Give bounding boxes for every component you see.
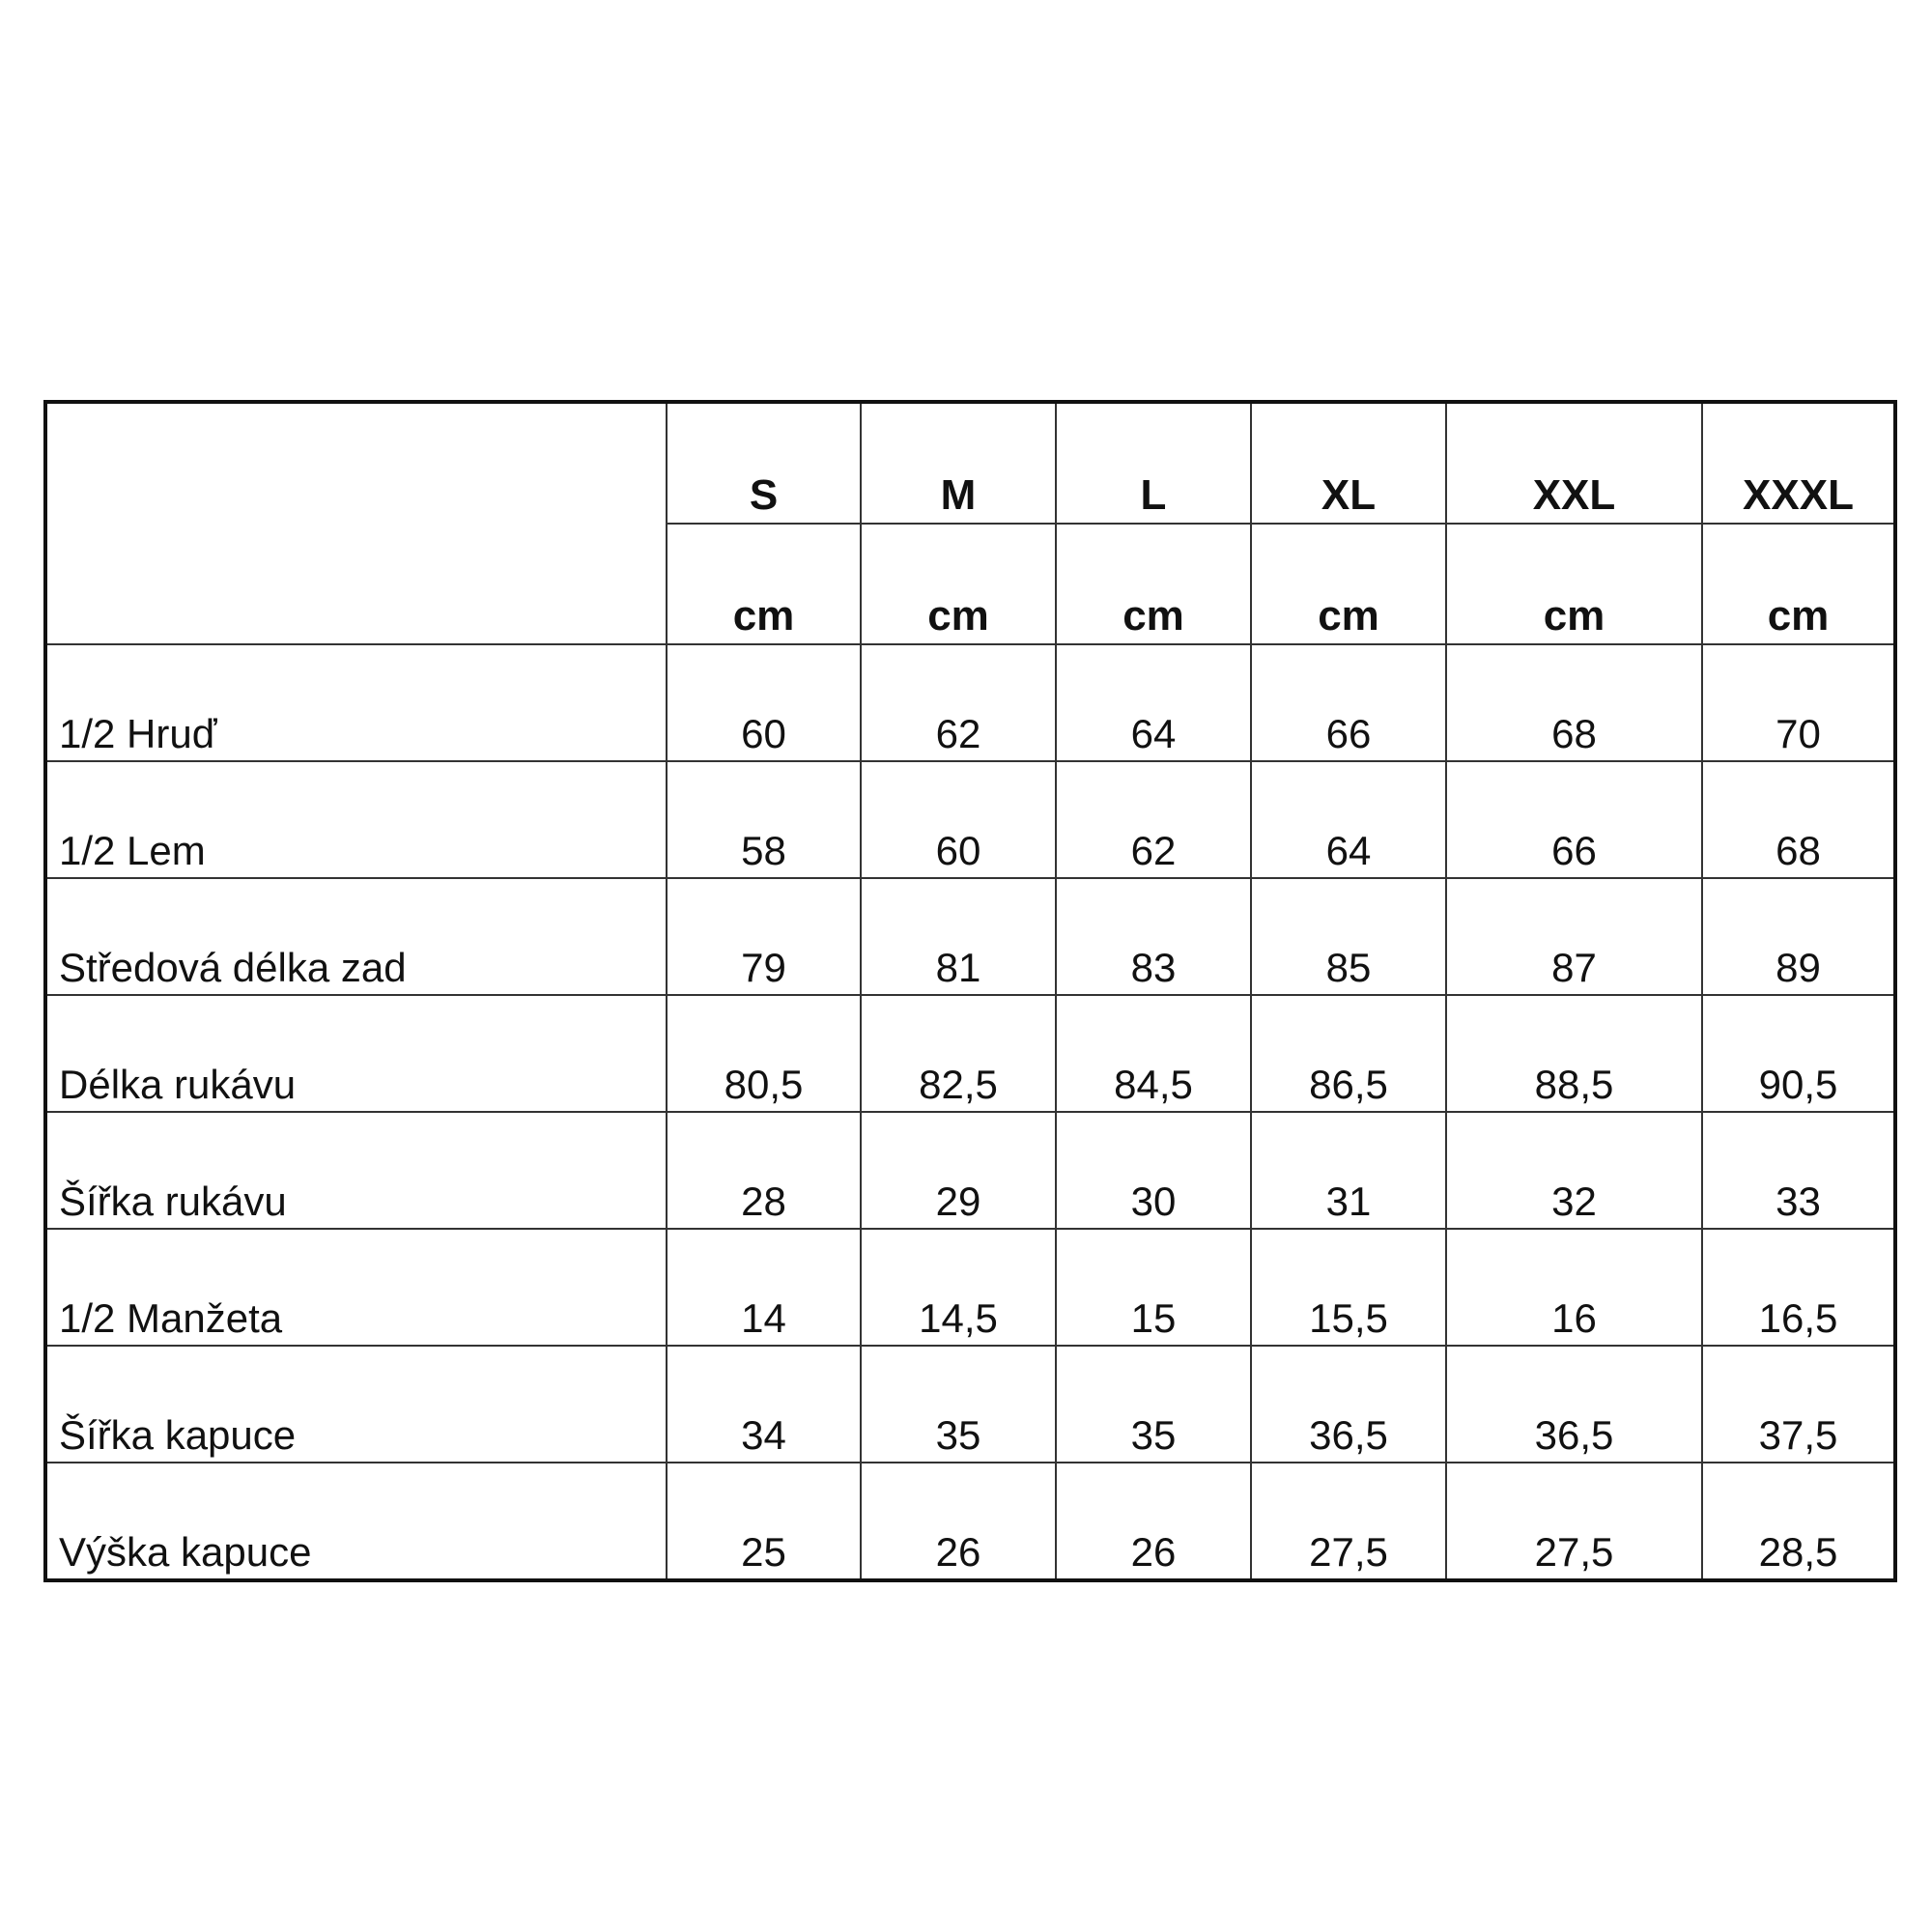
table-cell: 64: [1251, 761, 1446, 878]
row-label: Výška kapuce: [45, 1463, 667, 1580]
row-label: Šířka rukávu: [45, 1112, 667, 1229]
table-cell: 79: [667, 878, 861, 995]
unit-header: cm: [1251, 524, 1446, 644]
table-cell: 27,5: [1446, 1463, 1702, 1580]
table-cell: 66: [1251, 644, 1446, 761]
row-label: Délka rukávu: [45, 995, 667, 1112]
table-cell: 15,5: [1251, 1229, 1446, 1346]
table-cell: 85: [1251, 878, 1446, 995]
table-cell: 87: [1446, 878, 1702, 995]
table-row: [45, 644, 1895, 761]
unit-header: cm: [1446, 524, 1702, 644]
table-cell: 26: [861, 1463, 1056, 1580]
table-row: [45, 1346, 1895, 1463]
table-cell: 36,5: [1446, 1346, 1702, 1463]
table-cell: 25: [667, 1463, 861, 1580]
table-cell: 90,5: [1702, 995, 1895, 1112]
table-cell: 83: [1056, 878, 1251, 995]
table-cell: 30: [1056, 1112, 1251, 1229]
table-cell: 86,5: [1251, 995, 1446, 1112]
table-cell: 16,5: [1702, 1229, 1895, 1346]
table-cell: 29: [861, 1112, 1056, 1229]
table-row: [45, 878, 1895, 995]
size-chart-table: [43, 400, 1897, 1582]
table-row: [45, 1112, 1895, 1229]
table-cell: 60: [861, 761, 1056, 878]
unit-header: cm: [861, 524, 1056, 644]
table-cell: 28: [667, 1112, 861, 1229]
table-cell: 84,5: [1056, 995, 1251, 1112]
unit-header: cm: [1056, 524, 1251, 644]
table-cell: 80,5: [667, 995, 861, 1112]
table-row: [45, 761, 1895, 878]
table-cell: 82,5: [861, 995, 1056, 1112]
table-cell: 27,5: [1251, 1463, 1446, 1580]
table-row: [45, 995, 1895, 1112]
table-cell: 62: [861, 644, 1056, 761]
table-cell: 16: [1446, 1229, 1702, 1346]
table-cell: 58: [667, 761, 861, 878]
table-cell: 32: [1446, 1112, 1702, 1229]
table-row: [45, 1463, 1895, 1580]
table-cell: 15: [1056, 1229, 1251, 1346]
table-cell: 66: [1446, 761, 1702, 878]
table-cell: 60: [667, 644, 861, 761]
table-cell: 31: [1251, 1112, 1446, 1229]
table-cell: 35: [1056, 1346, 1251, 1463]
unit-header: cm: [1702, 524, 1895, 644]
table-cell: 81: [861, 878, 1056, 995]
row-label: Šířka kapuce: [45, 1346, 667, 1463]
table-cell: 68: [1702, 761, 1895, 878]
table-cell: 68: [1446, 644, 1702, 761]
unit-header: cm: [667, 524, 861, 644]
row-label: 1/2 Manžeta: [45, 1229, 667, 1346]
size-header-xxl: XXL: [1446, 402, 1702, 524]
size-header-row: [45, 402, 1895, 524]
table-cell: 62: [1056, 761, 1251, 878]
size-header-xxxl: XXXL: [1702, 402, 1895, 524]
size-header-xl: XL: [1251, 402, 1446, 524]
table-cell: 14: [667, 1229, 861, 1346]
size-header-l: L: [1056, 402, 1251, 524]
row-label: 1/2 Hruď: [45, 644, 667, 761]
table-cell: 26: [1056, 1463, 1251, 1580]
table-cell: 88,5: [1446, 995, 1702, 1112]
table-cell: 64: [1056, 644, 1251, 761]
header-corner-cell: [45, 402, 667, 644]
table-cell: 28,5: [1702, 1463, 1895, 1580]
table-row: [45, 1229, 1895, 1346]
table-cell: 36,5: [1251, 1346, 1446, 1463]
row-label: Středová délka zad: [45, 878, 667, 995]
table-cell: 89: [1702, 878, 1895, 995]
row-label: 1/2 Lem: [45, 761, 667, 878]
table-cell: 14,5: [861, 1229, 1056, 1346]
table-cell: 70: [1702, 644, 1895, 761]
size-header-s: S: [667, 402, 861, 524]
table-cell: 33: [1702, 1112, 1895, 1229]
size-header-m: M: [861, 402, 1056, 524]
table-cell: 35: [861, 1346, 1056, 1463]
table-cell: 37,5: [1702, 1346, 1895, 1463]
table-cell: 34: [667, 1346, 861, 1463]
